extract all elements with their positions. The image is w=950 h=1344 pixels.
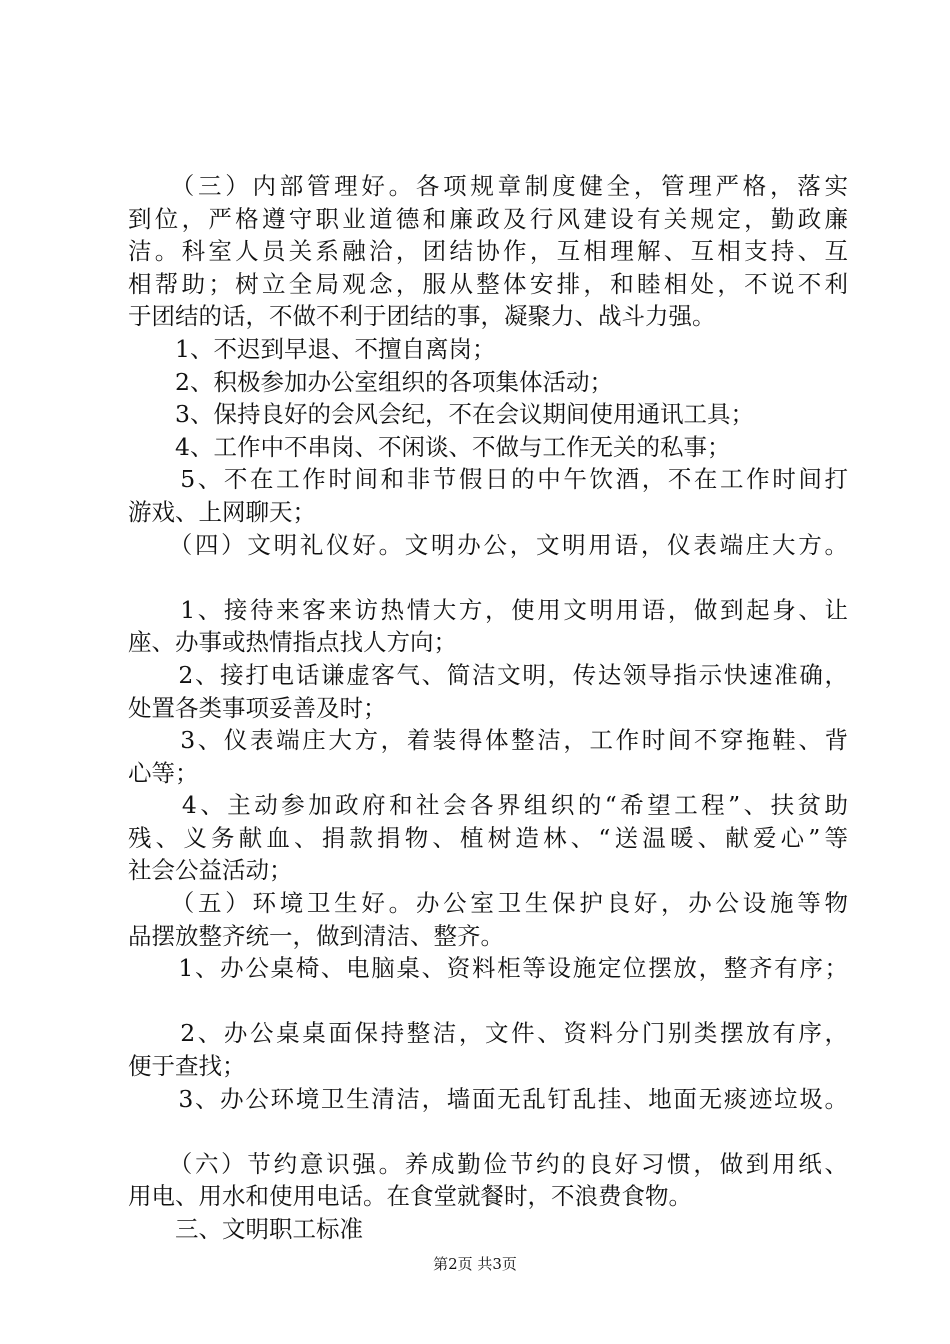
text-line: 1、办公桌椅、电脑桌、资料柜等设施定位摆放，整齐有序； [128, 954, 848, 983]
text-line: （四）文明礼仪好。文明办公，文明用语，仪表端庄大方。 [128, 530, 848, 559]
text-line: 2、接打电话谦虚客气、简洁文明，传达领导指示快速准确， [128, 660, 848, 689]
text-line: 洁。科室人员关系融洽，团结协作，互相理解、互相支持、互 [128, 237, 848, 266]
text-line: 4、工作中不串岗、不闲谈、不做与工作无关的私事； [128, 432, 731, 461]
blank-line [128, 985, 848, 1018]
text-line: 5、不在工作时间和非节假日的中午饮酒，不在工作时间打 [128, 465, 848, 494]
text-line: 到位，严格遵守职业道德和廉政及行风建设有关规定，勤政廉 [128, 204, 848, 233]
text-line: 游戏、上网聊天； [128, 497, 316, 526]
text-line: 用电、用水和使用电话。在食堂就餐时，不浪费食物。 [128, 1182, 692, 1211]
blank-line [128, 1115, 848, 1148]
text-line: 品摆放整齐统一，做到清洁、整齐。 [128, 921, 504, 950]
text-line: 便于查找； [128, 1052, 246, 1081]
text-line: 3、办公环境卫生清洁，墙面无乱钉乱挂、地面无痰迹垃圾。 [128, 1084, 848, 1113]
text-line: 3、保持良好的会风会纪，不在会议期间使用通讯工具； [128, 400, 754, 429]
blank-line [128, 561, 848, 594]
text-line: 心等； [128, 758, 199, 787]
text-line: 2、办公桌桌面保持整洁，文件、资料分门别类摆放有序， [128, 1019, 848, 1048]
text-line: 2、积极参加办公室组织的各项集体活动； [128, 367, 613, 396]
text-line: 社会公益活动； [128, 856, 293, 885]
text-line: 残、义务献血、捐款捐物、植树造林、“送温暖、献爱心”等 [128, 823, 848, 852]
text-line: 相帮助；树立全局观念，服从整体安排，和睦相处，不说不利 [128, 269, 848, 298]
text-line: 座、办事或热情指点找人方向； [128, 628, 457, 657]
text-line: 于团结的话，不做不利于团结的事，凝聚力、战斗力强。 [128, 302, 716, 331]
text-line: 1、不迟到早退、不擅自离岗； [128, 334, 496, 363]
text-line: 三、文明职工标准 [128, 1215, 363, 1243]
text-line: （五）环境卫生好。办公室卫生保护良好，办公设施等物 [128, 889, 848, 918]
document-body [128, 170, 848, 1246]
page-footer: 第2页 共3页 [433, 1255, 517, 1273]
text-line: 处置各类事项妥善及时； [128, 693, 387, 722]
text-line: 3、仪表端庄大方，着装得体整洁，工作时间不穿拖鞋、背 [128, 726, 848, 755]
text-line: （六）节约意识强。养成勤俭节约的良好习惯，做到用纸、 [128, 1149, 848, 1178]
text-line: （三）内部管理好。各项规章制度健全，管理严格，落实 [128, 172, 848, 200]
text-line: 4、主动参加政府和社会各界组织的“希望工程”、扶贫助 [128, 791, 848, 820]
text-line: 1、接待来客来访热情大方，使用文明用语，做到起身、让 [128, 595, 848, 624]
